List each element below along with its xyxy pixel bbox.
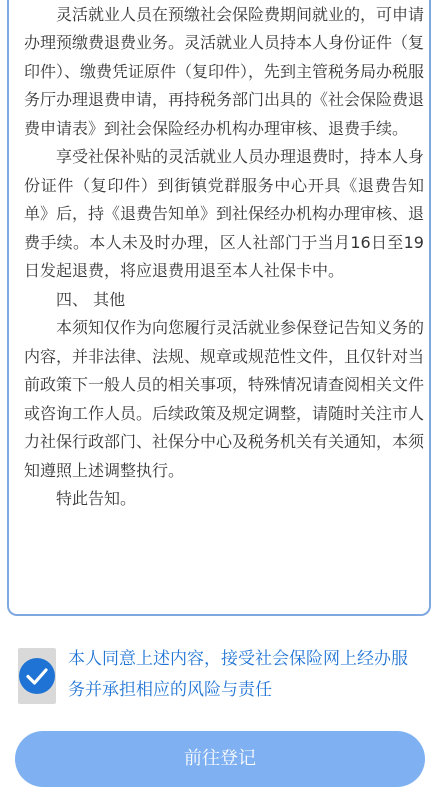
notice-card xyxy=(7,0,431,616)
agreement-row xyxy=(0,640,446,710)
agreement-text[interactable]: 本人同意上述内容，接受社会保险网上经办服务并承担相应的风险与责任 xyxy=(68,649,408,700)
notice-paragraph: 四、 其他 xyxy=(56,289,126,309)
notice-paragraph: 本须知仅作为向您履行灵活就业参保登记告知义务的内容，并非法律、法规、规章或规范性文件，且仅针对当前政策下一般人员的相关事项，特殊情况请查阅相关文件或咨询工作人员。后续政策及规定调整，请随时关注市人力社保行政部门、社保分中心及税务机关有关通知，本须知遵照上述调整执行。 xyxy=(24,318,425,480)
go-register-button[interactable]: 前往登记 xyxy=(15,731,425,787)
notice-paragraph: 灵活就业人员在预缴社会保险费期间就业的，可申请办理预缴费退费业务。灵活就业人员持本人身份证件（复印件）、缴费凭证原件（复印件），先到主管税务局办税服务厅办理退费申请，再持税务部门出具的《社会保险费退费申请表》到社会保险经办机构办理审核、退费手续。 xyxy=(24,4,425,138)
checkmark-icon xyxy=(19,658,55,694)
agreement-checkbox[interactable] xyxy=(18,648,56,704)
notice-paragraph: 特此告知。 xyxy=(56,489,137,508)
notice-paragraph: 享受社保补贴的灵活就业人员办理退费时，持本人身份证件（复印件）到街镇党群服务中心开具《退费告知单》后，持《退费告知单》到社保经办机构办理审核、退费手续。本人未及时办理，区人社部门于当月16日至19日发起退费，将应退费用退至本人社保卡中。 xyxy=(24,147,425,280)
notice-body xyxy=(24,0,424,514)
